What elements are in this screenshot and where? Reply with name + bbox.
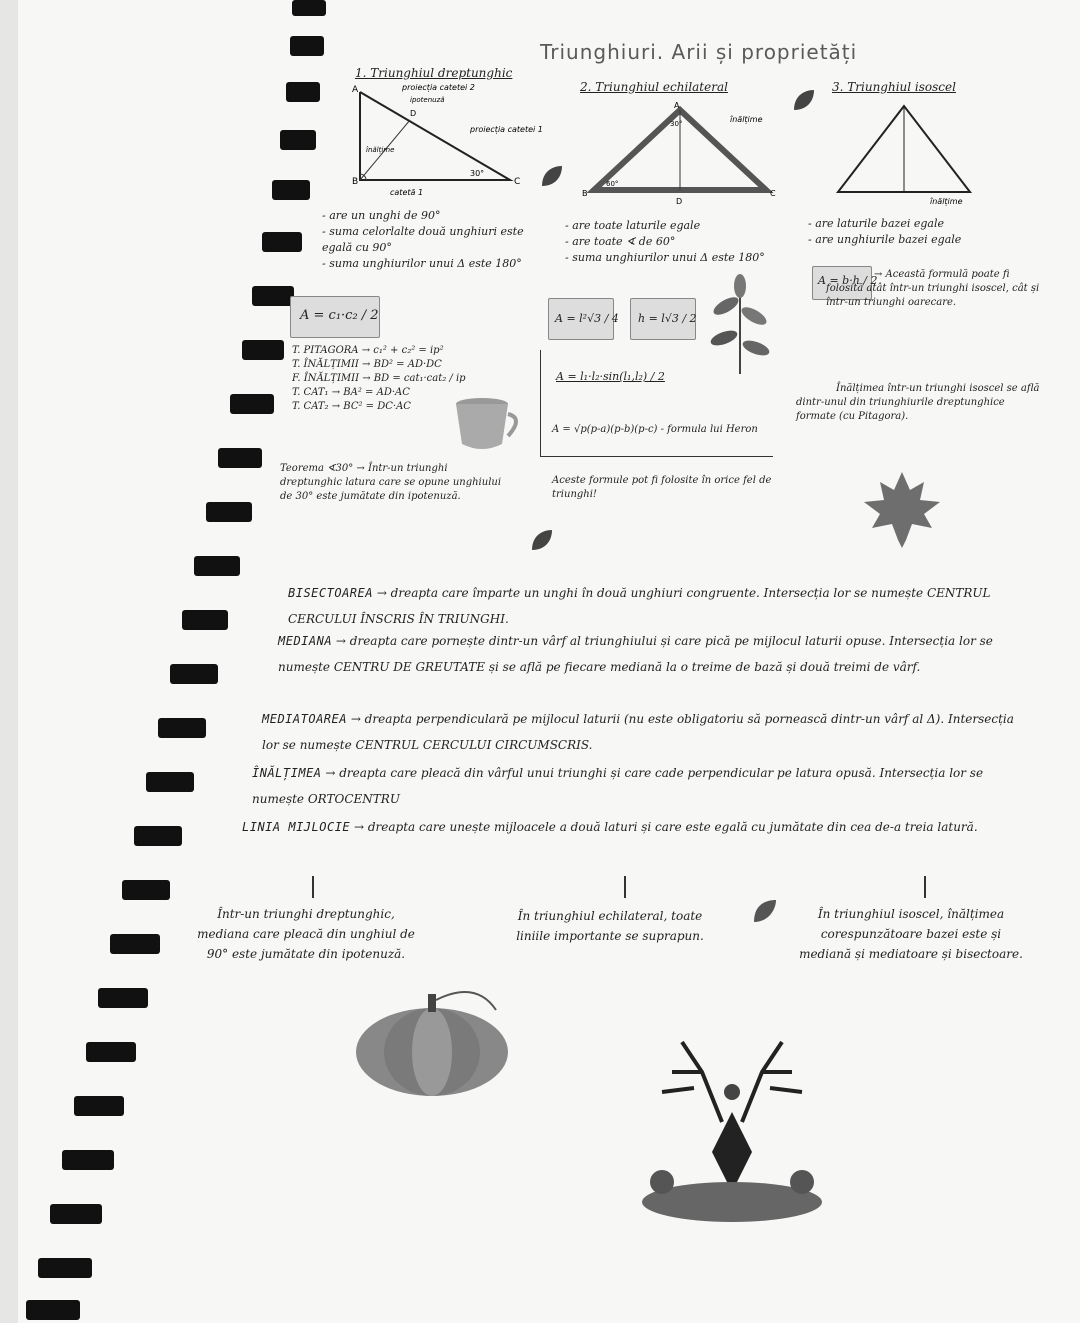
theorem-cat1: T. CAT₁ → BA² = AD·AC	[292, 387, 410, 398]
leaf-icon	[792, 88, 816, 112]
median-term: MEDIANA	[278, 634, 333, 648]
equilateral-heading: 2. Triunghiul echilateral	[580, 80, 728, 94]
height-term: ÎNĂLȚIMEA	[252, 766, 322, 780]
vertex-c-label: C	[514, 177, 521, 187]
iso-bullet-2: - are unghiurile bazei egale	[808, 233, 962, 246]
right-triangle-heading: 1. Triunghiul dreptunghic	[355, 66, 513, 80]
height-label: înălțime	[366, 146, 395, 154]
maple-leaf-icon	[862, 470, 942, 550]
definition-median	[278, 628, 1018, 680]
isosceles-diagram	[830, 100, 980, 210]
eq-bullet-2: - are toate ∢ de 60°	[565, 235, 676, 248]
formula-height: F. ÎNĂLȚIMII → BD = cat₁·cat₂ / ip	[292, 373, 466, 384]
eq-height-label: înălțime	[730, 115, 763, 124]
eq-vertex-c: C	[770, 189, 776, 198]
theorem-30-text: Teorema ∢30° → Într-un triunghi dreptunghic latura care se opune unghiului de 30° este jumătate din ipotenuză.	[280, 463, 502, 502]
height-text: → dreapta care pleacă din vârful unui triunghi și care cade perpendicular pe latura opusă. Intersecția lor se numește ORTOCENTRU	[252, 766, 984, 806]
iso-height-note: Înălțimea într-un triunghi isoscel se află dintr-unul din triunghiurile dreptunghice formate (cu Pitagora).	[796, 383, 1040, 422]
leaf-icon	[752, 898, 778, 924]
midline-term: LINIA MIJLOCIE	[242, 820, 351, 834]
iso-area-note: → Această formulă poate fi folosită atât într-un triunghi isoscel, cât și într-un triunghi oarecare.	[826, 269, 1040, 308]
definition-midline	[242, 814, 1032, 840]
median-text: → dreapta care pornește dintr-un vârf al triunghiului și care pică pe mijlocul laturii opuse. Intersecția lor se numește CENTRU DE GREUTATE și se află pe fiecare mediană la o treime de bază și două treimi de vârf.	[278, 634, 993, 674]
eq-area-formula: A = l²√3 / 4	[555, 312, 619, 325]
eq-bullet-1: - are toate laturile egale	[565, 219, 701, 232]
bisector-text: → dreapta care împarte un unghi în două unghiuri congruente. Intersecția lor se numește CENTRUL CERCULUI ÎNSCRIS ÎN TRIUNGHI.	[288, 586, 991, 626]
right-bullet-2: - suma celorlalte două unghiuri este egală cu 90°	[322, 225, 524, 254]
note-right-median: Într-un triunghi dreptunghic, mediana care pleacă din unghiul de 90° este jumătate din ipotenuză.	[197, 907, 415, 961]
definition-height	[252, 760, 1032, 812]
isosceles-heading: 3. Triunghiul isoscel	[832, 80, 956, 94]
hypotenuse-label: ipotenuză	[410, 96, 445, 104]
page-title: Triunghiuri. Arii și proprietăți	[540, 40, 858, 64]
eq-vertex-b: B	[582, 189, 588, 198]
theorem-cat2: T. CAT₂ → BC² = DC·AC	[292, 401, 411, 412]
eq-height-formula: h = l√3 / 2	[638, 312, 697, 325]
iso-area-formula: A = b·h / 2	[818, 274, 878, 287]
divider-tick	[312, 876, 314, 898]
angle-30-label: 30°	[470, 169, 485, 178]
theorem-pitagora: T. PITAGORA → c₁² + c₂² = ip²	[292, 345, 444, 356]
formulas-note: Aceste formule pot fi folosite în orice fel de triunghi!	[552, 475, 772, 500]
sin-area-formula: A = l₁·l₂·sin(l₁,l₂) / 2	[556, 370, 665, 383]
leaf-icon	[540, 164, 564, 188]
eq-vertex-d: D	[676, 197, 683, 206]
note-equilateral-lines: În triunghiul echilateral, toate liniile importante se suprapun.	[516, 909, 704, 943]
mug-icon	[452, 396, 522, 456]
eq-bullet-3: - suma unghiurilor unui Δ este 180°	[565, 251, 765, 264]
definition-mediator	[262, 706, 1022, 758]
deer-wreath-icon	[632, 1032, 832, 1232]
vertex-d-label: D	[410, 109, 417, 118]
leg1-label: catetă 1	[390, 188, 424, 197]
eq-angle-30: 30°	[670, 120, 683, 128]
theorem-height: T. ÎNĂLȚIMII → BD² = AD·DC	[292, 359, 442, 370]
eq-vertex-a: A	[674, 101, 680, 110]
iso-height-label: înălțime	[930, 197, 963, 206]
right-triangle-diagram	[330, 80, 543, 197]
divider-tick	[624, 876, 626, 898]
equilateral-diagram	[580, 100, 780, 210]
iso-bullet-1: - are laturile bazei egale	[808, 217, 944, 230]
midline-text: → dreapta care unește mijloacele a două laturi și care este egală cu jumătate din cea de-a treia latură.	[353, 820, 978, 834]
mediator-text: → dreapta perpendiculară pe mijlocul laturii (nu este obligatoriu să pornească dintr-un vârf al Δ). Intersecția lor se numește CENTRUL CERCULUI CIRCUMSCRIS.	[262, 712, 1014, 752]
vertex-b-label: B	[352, 177, 359, 187]
bisector-term: BISECTOAREA	[288, 586, 373, 600]
proj1-label: proiecția catetei 1	[470, 125, 543, 134]
eq-angle-60: 60°	[606, 180, 619, 188]
heron-formula: A = √p(p-a)(p-b)(p-c) - formula lui Heron	[552, 424, 758, 435]
proj2-label: proiecția catetei 2	[402, 83, 475, 92]
right-area-formula: A = c₁·c₂ / 2	[300, 308, 379, 323]
divider-tick	[924, 876, 926, 898]
pumpkin-icon	[352, 980, 512, 1100]
right-bullet-1: - are un unghi de 90°	[322, 209, 441, 222]
mediator-term: MEDIATOAREA	[262, 712, 347, 726]
leaf-icon	[530, 528, 554, 552]
vertex-a-label: A	[352, 85, 359, 95]
right-bullet-3: - suma unghiurilor unui Δ este 180°	[322, 257, 522, 270]
formula-frame	[540, 350, 773, 457]
note-isosceles-height: În triunghiul isoscel, înălțimea corespunzătoare bazei este și mediană și mediatoare și bisectoare.	[799, 907, 1023, 961]
definition-bisector	[288, 580, 1008, 632]
